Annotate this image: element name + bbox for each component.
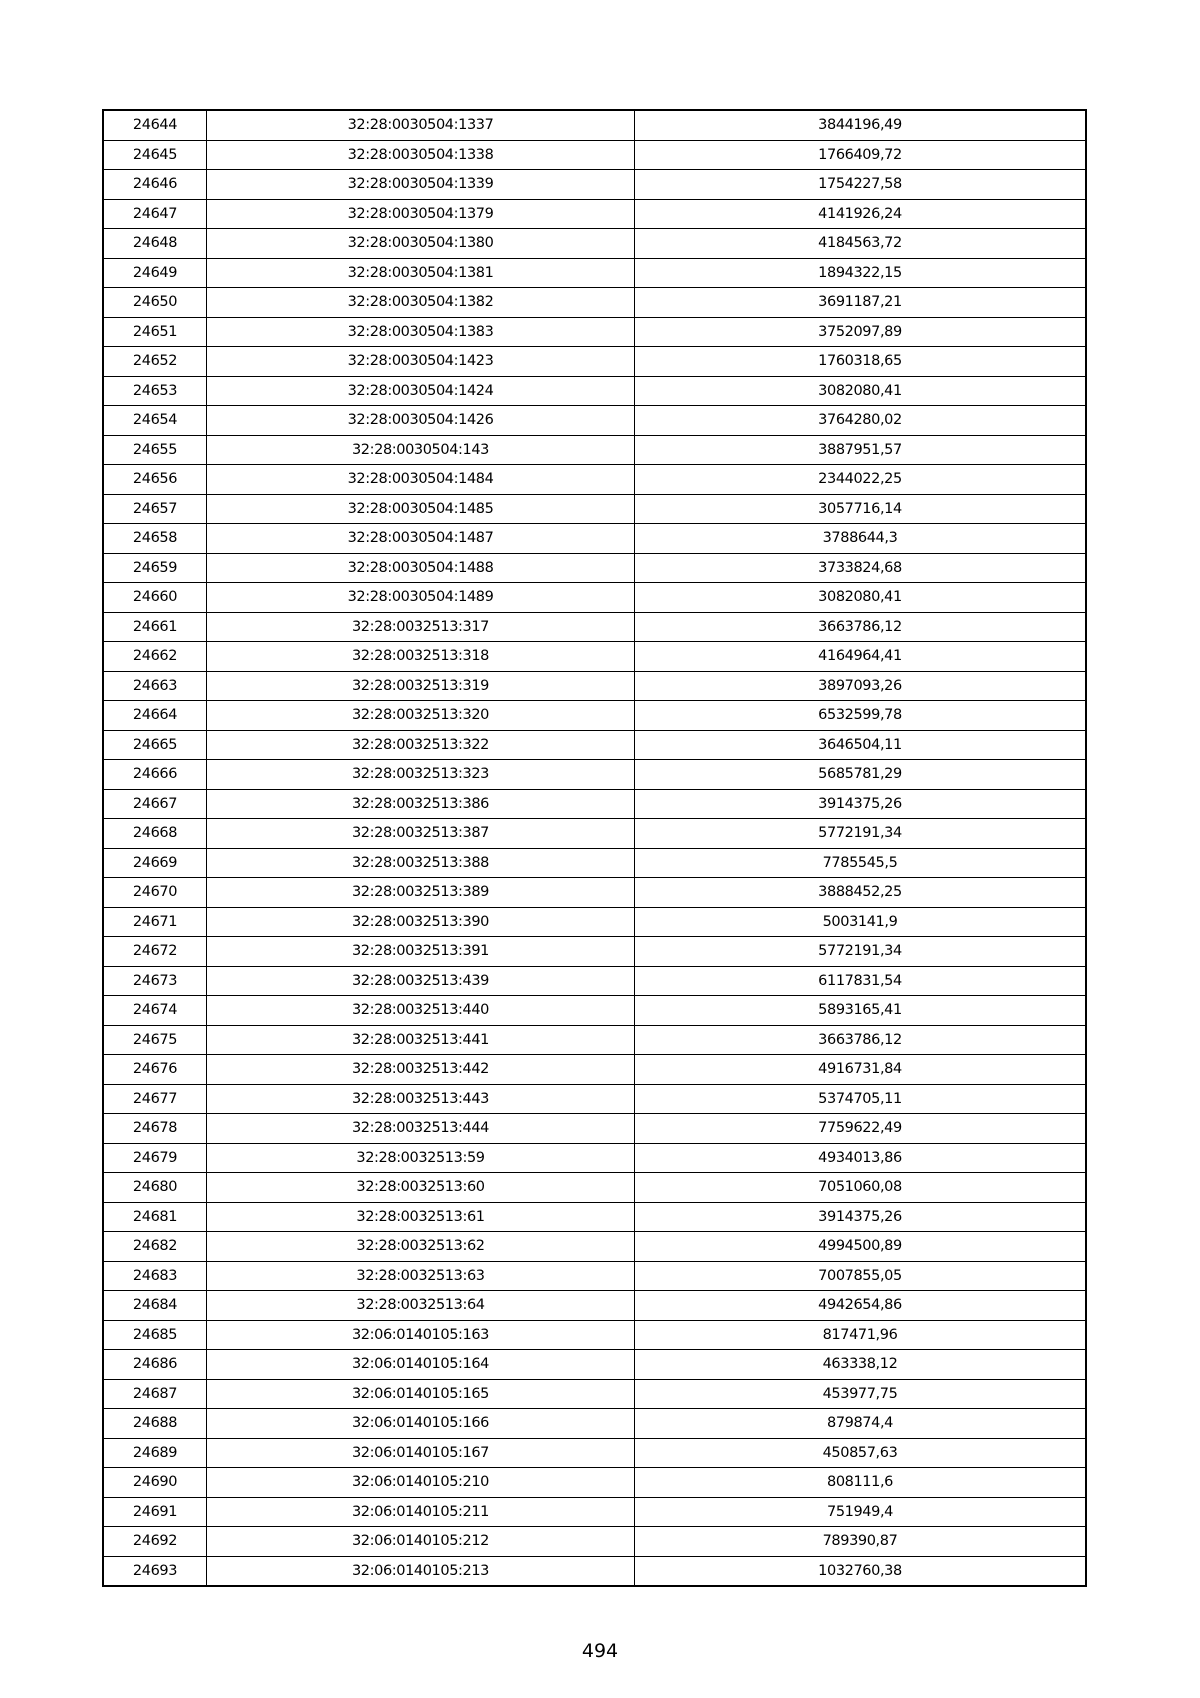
value-cell: 450857,63 <box>635 1438 1087 1468</box>
cadastral-number-cell: 32:28:0030504:1379 <box>207 199 635 229</box>
table-row <box>103 376 1086 406</box>
row-number-cell: 24659 <box>103 553 207 583</box>
row-number-cell: 24689 <box>103 1438 207 1468</box>
table-row <box>103 1409 1086 1439</box>
cadastral-number-cell: 32:28:0032513:386 <box>207 789 635 819</box>
value-cell: 7785545,5 <box>635 848 1087 878</box>
cadastral-number-cell: 32:28:0030504:1381 <box>207 258 635 288</box>
table-row <box>103 1527 1086 1557</box>
row-number-cell: 24655 <box>103 435 207 465</box>
row-number-cell: 24687 <box>103 1379 207 1409</box>
value-cell: 7051060,08 <box>635 1173 1087 1203</box>
value-cell: 5003141,9 <box>635 907 1087 937</box>
row-number-cell: 24684 <box>103 1291 207 1321</box>
cadastral-number-cell: 32:28:0030504:1338 <box>207 140 635 170</box>
row-number-cell: 24688 <box>103 1409 207 1439</box>
table-body <box>103 110 1086 1586</box>
data-table <box>102 109 1087 1587</box>
row-number-cell: 24650 <box>103 288 207 318</box>
row-number-cell: 24677 <box>103 1084 207 1114</box>
row-number-cell: 24667 <box>103 789 207 819</box>
table-row <box>103 1261 1086 1291</box>
row-number-cell: 24674 <box>103 996 207 1026</box>
row-number-cell: 24693 <box>103 1556 207 1586</box>
table-row <box>103 642 1086 672</box>
cadastral-number-cell: 32:06:0140105:164 <box>207 1350 635 1380</box>
table-row <box>103 465 1086 495</box>
table-row <box>103 258 1086 288</box>
cadastral-number-cell: 32:28:0032513:443 <box>207 1084 635 1114</box>
cadastral-number-cell: 32:28:0032513:440 <box>207 996 635 1026</box>
table-row <box>103 1114 1086 1144</box>
value-cell: 1754227,58 <box>635 170 1087 200</box>
table-row <box>103 435 1086 465</box>
table-row <box>103 553 1086 583</box>
value-cell: 3888452,25 <box>635 878 1087 908</box>
row-number-cell: 24651 <box>103 317 207 347</box>
cadastral-number-cell: 32:28:0032513:444 <box>207 1114 635 1144</box>
cadastral-number-cell: 32:28:0032513:59 <box>207 1143 635 1173</box>
cadastral-number-cell: 32:28:0032513:441 <box>207 1025 635 1055</box>
table-row <box>103 140 1086 170</box>
row-number-cell: 24656 <box>103 465 207 495</box>
row-number-cell: 24676 <box>103 1055 207 1085</box>
table-row <box>103 819 1086 849</box>
row-number-cell: 24652 <box>103 347 207 377</box>
row-number-cell: 24673 <box>103 966 207 996</box>
cadastral-number-cell: 32:28:0032513:63 <box>207 1261 635 1291</box>
table-row <box>103 789 1086 819</box>
row-number-cell: 24660 <box>103 583 207 613</box>
table-row <box>103 110 1086 140</box>
cadastral-number-cell: 32:28:0030504:1380 <box>207 229 635 259</box>
value-cell: 1894322,15 <box>635 258 1087 288</box>
table-row <box>103 1497 1086 1527</box>
cadastral-number-cell: 32:06:0140105:167 <box>207 1438 635 1468</box>
cadastral-number-cell: 32:28:0032513:389 <box>207 878 635 908</box>
row-number-cell: 24670 <box>103 878 207 908</box>
row-number-cell: 24692 <box>103 1527 207 1557</box>
cadastral-number-cell: 32:06:0140105:211 <box>207 1497 635 1527</box>
cadastral-number-cell: 32:28:0030504:1424 <box>207 376 635 406</box>
value-cell: 6532599,78 <box>635 701 1087 731</box>
cadastral-number-cell: 32:28:0032513:323 <box>207 760 635 790</box>
value-cell: 5374705,11 <box>635 1084 1087 1114</box>
cadastral-number-cell: 32:28:0032513:61 <box>207 1202 635 1232</box>
cadastral-number-cell: 32:28:0032513:319 <box>207 671 635 701</box>
table-row <box>103 1379 1086 1409</box>
table-row <box>103 494 1086 524</box>
cadastral-number-cell: 32:28:0030504:1489 <box>207 583 635 613</box>
cadastral-number-cell: 32:28:0032513:387 <box>207 819 635 849</box>
table-row <box>103 229 1086 259</box>
table-row <box>103 1173 1086 1203</box>
cadastral-number-cell: 32:06:0140105:163 <box>207 1320 635 1350</box>
row-number-cell: 24653 <box>103 376 207 406</box>
table-row <box>103 1291 1086 1321</box>
value-cell: 3844196,49 <box>635 110 1087 140</box>
table-row <box>103 347 1086 377</box>
cadastral-number-cell: 32:28:0030504:1423 <box>207 347 635 377</box>
page-number: 494 <box>581 1640 619 1662</box>
value-cell: 3663786,12 <box>635 612 1087 642</box>
value-cell: 879874,4 <box>635 1409 1087 1439</box>
value-cell: 4994500,89 <box>635 1232 1087 1262</box>
value-cell: 5685781,29 <box>635 760 1087 790</box>
cadastral-number-cell: 32:28:0032513:317 <box>207 612 635 642</box>
table-row <box>103 878 1086 908</box>
row-number-cell: 24685 <box>103 1320 207 1350</box>
cadastral-number-cell: 32:28:0030504:1382 <box>207 288 635 318</box>
row-number-cell: 24665 <box>103 730 207 760</box>
cadastral-number-cell: 32:28:0030504:1426 <box>207 406 635 436</box>
table-row <box>103 1556 1086 1586</box>
row-number-cell: 24657 <box>103 494 207 524</box>
row-number-cell: 24646 <box>103 170 207 200</box>
value-cell: 3663786,12 <box>635 1025 1087 1055</box>
cadastral-number-cell: 32:28:0030504:1485 <box>207 494 635 524</box>
table-row <box>103 1025 1086 1055</box>
cadastral-number-cell: 32:28:0030504:1487 <box>207 524 635 554</box>
table-row <box>103 170 1086 200</box>
value-cell: 7007855,05 <box>635 1261 1087 1291</box>
value-cell: 3914375,26 <box>635 789 1087 819</box>
value-cell: 3082080,41 <box>635 583 1087 613</box>
cadastral-number-cell: 32:06:0140105:213 <box>207 1556 635 1586</box>
table-row <box>103 937 1086 967</box>
row-number-cell: 24662 <box>103 642 207 672</box>
table-row <box>103 1438 1086 1468</box>
table-row <box>103 406 1086 436</box>
value-cell: 5772191,34 <box>635 819 1087 849</box>
table-row <box>103 966 1086 996</box>
cadastral-number-cell: 32:28:0030504:1383 <box>207 317 635 347</box>
row-number-cell: 24675 <box>103 1025 207 1055</box>
cadastral-number-cell: 32:28:0032513:64 <box>207 1291 635 1321</box>
value-cell: 3897093,26 <box>635 671 1087 701</box>
table-row <box>103 907 1086 937</box>
value-cell: 751949,4 <box>635 1497 1087 1527</box>
table-row <box>103 288 1086 318</box>
cadastral-number-cell: 32:28:0032513:322 <box>207 730 635 760</box>
row-number-cell: 24654 <box>103 406 207 436</box>
row-number-cell: 24669 <box>103 848 207 878</box>
row-number-cell: 24644 <box>103 110 207 140</box>
table-row <box>103 1468 1086 1498</box>
row-number-cell: 24645 <box>103 140 207 170</box>
value-cell: 3733824,68 <box>635 553 1087 583</box>
table-row <box>103 612 1086 642</box>
row-number-cell: 24679 <box>103 1143 207 1173</box>
cadastral-number-cell: 32:28:0030504:1339 <box>207 170 635 200</box>
table-row <box>103 524 1086 554</box>
cadastral-number-cell: 32:28:0032513:390 <box>207 907 635 937</box>
cadastral-number-cell: 32:28:0032513:318 <box>207 642 635 672</box>
value-cell: 5772191,34 <box>635 937 1087 967</box>
row-number-cell: 24671 <box>103 907 207 937</box>
row-number-cell: 24672 <box>103 937 207 967</box>
table-row <box>103 1232 1086 1262</box>
cadastral-number-cell: 32:06:0140105:166 <box>207 1409 635 1439</box>
cadastral-number-cell: 32:28:0032513:320 <box>207 701 635 731</box>
row-number-cell: 24666 <box>103 760 207 790</box>
value-cell: 4141926,24 <box>635 199 1087 229</box>
value-cell: 2344022,25 <box>635 465 1087 495</box>
cadastral-number-cell: 32:28:0032513:391 <box>207 937 635 967</box>
row-number-cell: 24680 <box>103 1173 207 1203</box>
value-cell: 3887951,57 <box>635 435 1087 465</box>
table-row <box>103 199 1086 229</box>
cadastral-number-cell: 32:28:0032513:442 <box>207 1055 635 1085</box>
value-cell: 3914375,26 <box>635 1202 1087 1232</box>
value-cell: 3752097,89 <box>635 317 1087 347</box>
cadastral-number-cell: 32:28:0030504:1484 <box>207 465 635 495</box>
value-cell: 3082080,41 <box>635 376 1087 406</box>
table-row <box>103 1202 1086 1232</box>
cadastral-number-cell: 32:28:0030504:1488 <box>207 553 635 583</box>
value-cell: 4164964,41 <box>635 642 1087 672</box>
table-row <box>103 848 1086 878</box>
row-number-cell: 24686 <box>103 1350 207 1380</box>
cadastral-number-cell: 32:28:0030504:143 <box>207 435 635 465</box>
row-number-cell: 24649 <box>103 258 207 288</box>
table-row <box>103 996 1086 1026</box>
cadastral-number-cell: 32:28:0032513:439 <box>207 966 635 996</box>
table-row <box>103 1350 1086 1380</box>
row-number-cell: 24668 <box>103 819 207 849</box>
cadastral-number-cell: 32:28:0032513:60 <box>207 1173 635 1203</box>
row-number-cell: 24658 <box>103 524 207 554</box>
value-cell: 817471,96 <box>635 1320 1087 1350</box>
value-cell: 808111,6 <box>635 1468 1087 1498</box>
row-number-cell: 24664 <box>103 701 207 731</box>
value-cell: 3788644,3 <box>635 524 1087 554</box>
value-cell: 7759622,49 <box>635 1114 1087 1144</box>
row-number-cell: 24691 <box>103 1497 207 1527</box>
row-number-cell: 24647 <box>103 199 207 229</box>
cadastral-number-cell: 32:28:0032513:62 <box>207 1232 635 1262</box>
value-cell: 4934013,86 <box>635 1143 1087 1173</box>
cadastral-number-cell: 32:28:0030504:1337 <box>207 110 635 140</box>
value-cell: 463338,12 <box>635 1350 1087 1380</box>
cadastral-number-cell: 32:06:0140105:165 <box>207 1379 635 1409</box>
row-number-cell: 24678 <box>103 1114 207 1144</box>
cadastral-number-cell: 32:06:0140105:212 <box>207 1527 635 1557</box>
value-cell: 4184563,72 <box>635 229 1087 259</box>
table-row <box>103 1143 1086 1173</box>
value-cell: 453977,75 <box>635 1379 1087 1409</box>
table-row <box>103 1320 1086 1350</box>
table-row <box>103 1055 1086 1085</box>
value-cell: 3646504,11 <box>635 730 1087 760</box>
table-row <box>103 317 1086 347</box>
value-cell: 1760318,65 <box>635 347 1087 377</box>
table-row <box>103 583 1086 613</box>
value-cell: 3057716,14 <box>635 494 1087 524</box>
table-row <box>103 701 1086 731</box>
value-cell: 1766409,72 <box>635 140 1087 170</box>
cadastral-number-cell: 32:28:0032513:388 <box>207 848 635 878</box>
row-number-cell: 24663 <box>103 671 207 701</box>
table-row <box>103 671 1086 701</box>
value-cell: 789390,87 <box>635 1527 1087 1557</box>
table-row <box>103 1084 1086 1114</box>
table-row <box>103 730 1086 760</box>
value-cell: 3691187,21 <box>635 288 1087 318</box>
value-cell: 6117831,54 <box>635 966 1087 996</box>
value-cell: 4916731,84 <box>635 1055 1087 1085</box>
table-row <box>103 760 1086 790</box>
row-number-cell: 24683 <box>103 1261 207 1291</box>
row-number-cell: 24648 <box>103 229 207 259</box>
row-number-cell: 24690 <box>103 1468 207 1498</box>
value-cell: 3764280,02 <box>635 406 1087 436</box>
row-number-cell: 24661 <box>103 612 207 642</box>
row-number-cell: 24681 <box>103 1202 207 1232</box>
value-cell: 1032760,38 <box>635 1556 1087 1586</box>
cadastral-number-cell: 32:06:0140105:210 <box>207 1468 635 1498</box>
value-cell: 4942654,86 <box>635 1291 1087 1321</box>
row-number-cell: 24682 <box>103 1232 207 1262</box>
value-cell: 5893165,41 <box>635 996 1087 1026</box>
